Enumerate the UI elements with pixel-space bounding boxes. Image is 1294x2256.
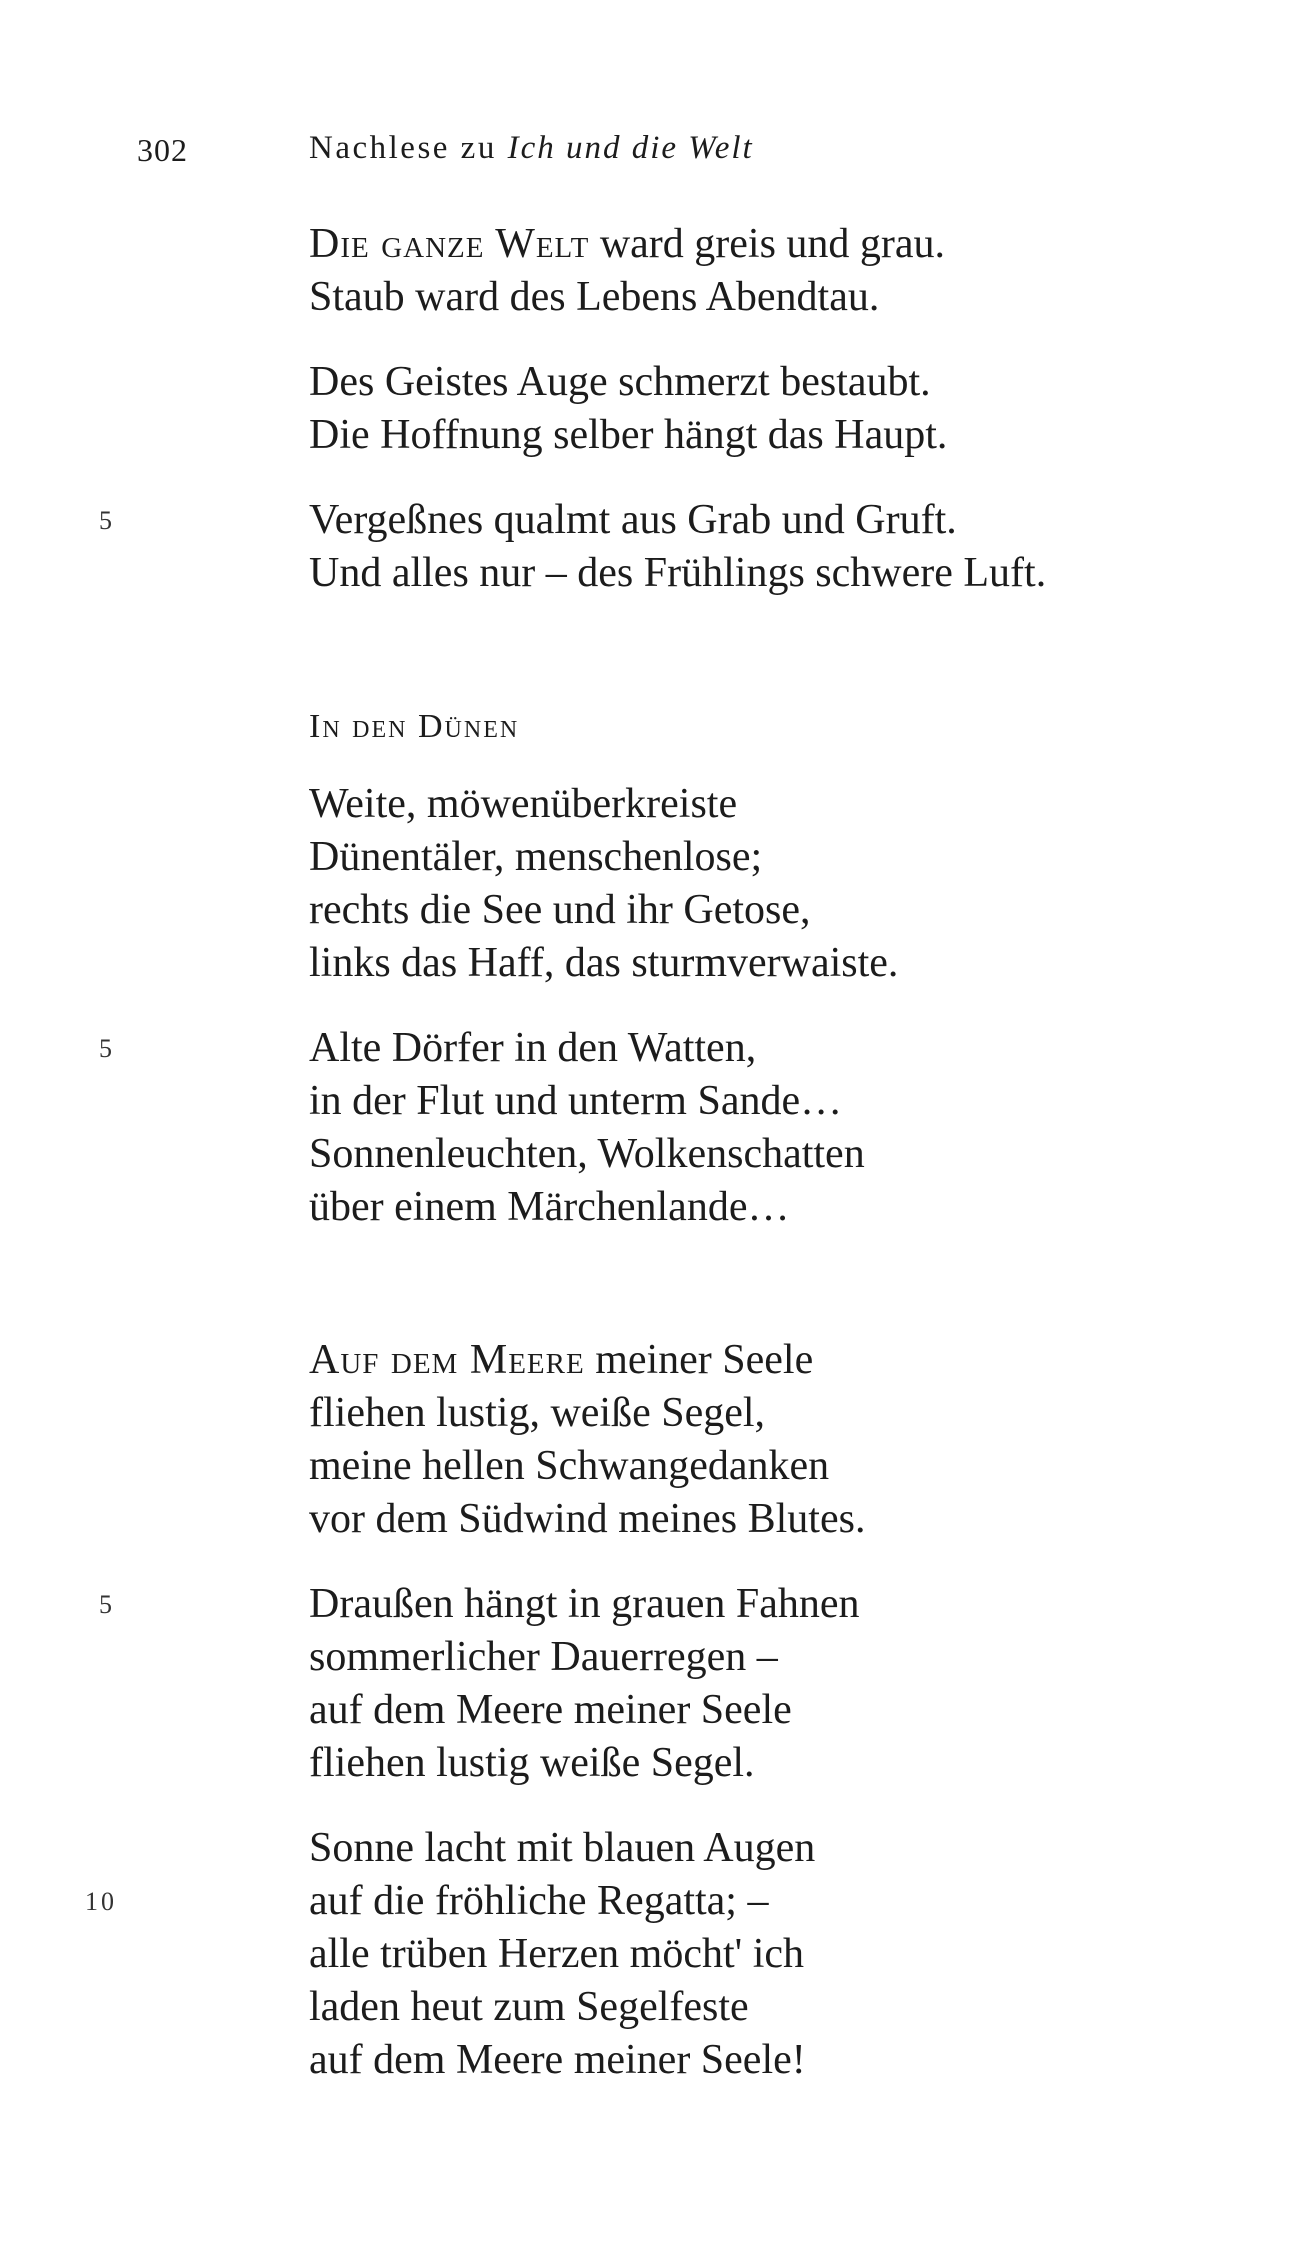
- running-title-work: Ich und die Welt: [507, 130, 754, 166]
- verse-text: fliehen lustig, weiße Segel,: [309, 1390, 766, 1436]
- verse-text: fliehen lustig weiße Segel.: [309, 1740, 755, 1786]
- verse-text: Des Geistes Auge schmerzt bestaubt.: [309, 359, 931, 405]
- line-number: 5: [99, 1590, 115, 1619]
- verse-line: [99, 1022, 1209, 1075]
- line-number: 10: [85, 1887, 117, 1916]
- verse-text: meiner Seele: [584, 1337, 814, 1383]
- verse-text: Draußen hängt in grauen Fahnen: [309, 1581, 860, 1627]
- stanza: [309, 218, 1209, 324]
- verse-text: Die Hoffnung selber hängt das Haupt.: [309, 412, 948, 458]
- poem: [85, 1334, 1209, 2087]
- stanza: [99, 1022, 1209, 1234]
- verse-line: [309, 1075, 1209, 1128]
- verse-line: [309, 1684, 1209, 1737]
- stanza: [309, 778, 1209, 990]
- verse-line: [309, 2034, 1209, 2087]
- verse-line: [309, 1181, 1209, 1234]
- incipit-small-caps: Die ganze Welt: [309, 221, 590, 267]
- verse-text: auf dem Meere meiner Seele!: [309, 2037, 806, 2083]
- verse-line: [309, 831, 1209, 884]
- verse-line: [309, 1493, 1209, 1546]
- verse-line: [309, 937, 1209, 990]
- verse-line: [99, 1578, 1209, 1631]
- verse-text: Dünentäler, menschenlose;: [309, 834, 763, 880]
- verse-text: rechts die See und ihr Getose,: [309, 887, 811, 933]
- stanza: [309, 356, 1209, 462]
- verse-line: [309, 356, 1209, 409]
- verse-text: ward greis und grau.: [589, 221, 946, 267]
- verse-line: [309, 884, 1209, 937]
- stanza: [309, 1334, 1209, 1546]
- running-header: [309, 130, 754, 167]
- stanza: [99, 1578, 1209, 1790]
- verse-line: [99, 494, 1209, 547]
- page-number: 302: [137, 132, 188, 168]
- verse-line: [309, 271, 1209, 324]
- verse-line: [309, 1387, 1209, 1440]
- poem: [99, 700, 1209, 1234]
- verse-text: über einem Märchenlande…: [309, 1184, 790, 1230]
- verse-text: Sonne lacht mit blauen Augen: [309, 1825, 816, 1871]
- verse-line: [309, 1128, 1209, 1181]
- verse-line: [85, 1875, 1209, 1928]
- verse-line: [309, 1334, 1209, 1387]
- poem-title: In den Dünen: [309, 708, 520, 745]
- verse-line: [309, 218, 1209, 271]
- verse-text: in der Flut und unterm Sande…: [309, 1078, 843, 1124]
- verse-line: [309, 1631, 1209, 1684]
- incipit-small-caps: Auf dem Meere: [309, 1337, 585, 1383]
- poem-text-block: [85, 218, 1209, 2087]
- verse-text: alle trüben Herzen möcht' ich: [309, 1931, 805, 1977]
- verse-text: laden heut zum Segelfeste: [309, 1984, 749, 2030]
- verse-text: Vergeßnes qualmt aus Grab und Gruft.: [309, 497, 957, 543]
- verse-text: meine hellen Schwangedanken: [309, 1443, 830, 1489]
- line-number: 5: [99, 1034, 115, 1063]
- verse-text: Sonnenleuchten, Wolkenschatten: [309, 1131, 865, 1177]
- verse-text: Staub ward des Lebens Abendtau.: [309, 274, 880, 320]
- verse-text: Alte Dörfer in den Watten,: [309, 1025, 757, 1071]
- poem: [99, 218, 1209, 600]
- verse-text: auf dem Meere meiner Seele: [309, 1687, 792, 1733]
- verse-line: [309, 1737, 1209, 1790]
- verse-line: [309, 409, 1209, 462]
- verse-line: [309, 547, 1209, 600]
- verse-text: vor dem Südwind meines Blutes.: [309, 1496, 866, 1542]
- verse-line: [309, 778, 1209, 831]
- verse-line: [309, 1981, 1209, 2034]
- stanza: [85, 1822, 1209, 2087]
- verse-line: [309, 1928, 1209, 1981]
- verse-text: links das Haff, das sturmverwaiste.: [309, 940, 899, 986]
- verse-text: auf die fröhliche Regatta; –: [309, 1878, 769, 1924]
- verse-line: [309, 1440, 1209, 1493]
- running-title-prefix: Nachlese zu: [309, 130, 497, 166]
- stanza: [99, 494, 1209, 600]
- verse-text: sommerlicher Dauerregen –: [309, 1634, 778, 1680]
- verse-text: Und alles nur – des Frühlings schwere Luft.: [309, 550, 1047, 596]
- verse-line: [309, 1822, 1209, 1875]
- line-number: 5: [99, 506, 115, 535]
- verse-text: Weite, möwenüberkreiste: [309, 781, 738, 827]
